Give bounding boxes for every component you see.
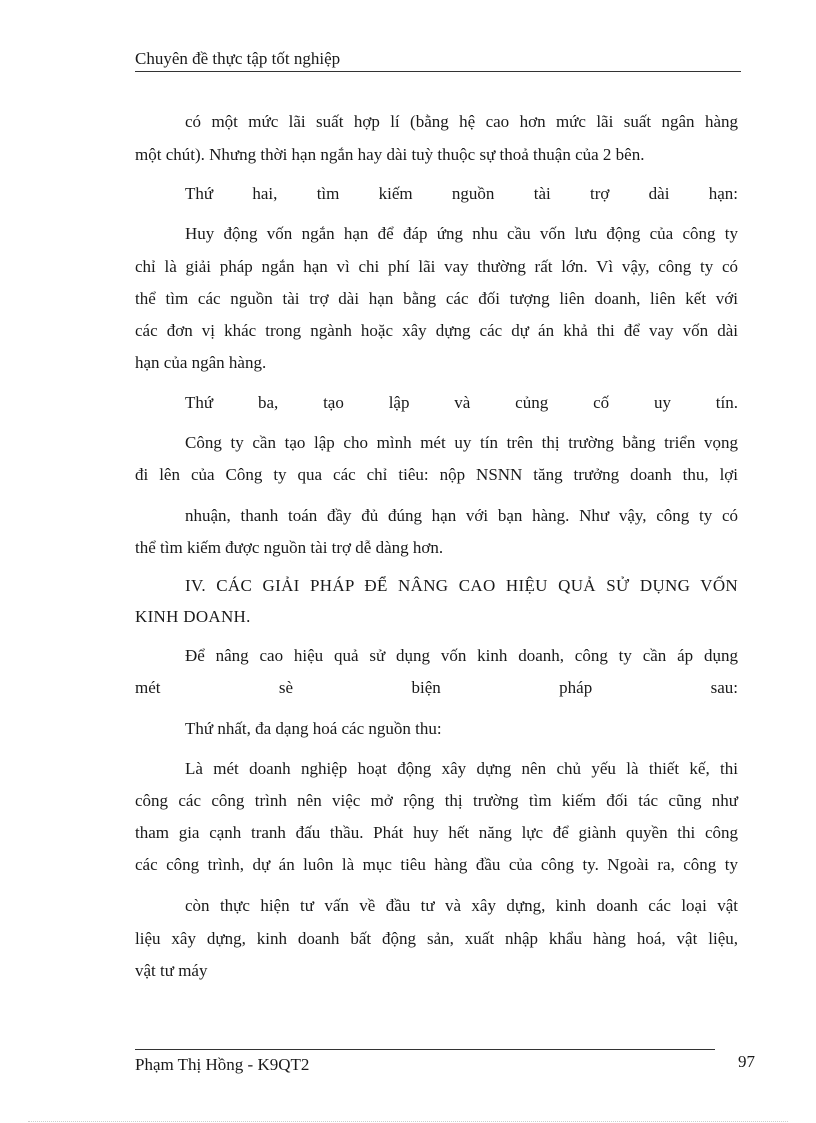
chapter-heading: IV. CÁC GIẢI PHÁP ĐỂ NÂNG CAO HIỆU QUẢ SỬ DỤNG VỐN [185, 576, 738, 595]
body-line: tham gia cạnh tranh đấu thầu. Phát huy hết năng lực để giành quyền thi công [135, 823, 738, 842]
body-line: nhuận, thanh toán đầy đủ đúng hạn với bạn hàng. Như vậy, công ty có [185, 506, 738, 525]
body-line: các công trình, dự án luôn là mục tiêu hàng đầu của công ty. Ngoài ra, công ty [135, 855, 738, 874]
running-header: Chuyên đề thực tập tốt nghiệp [135, 49, 341, 68]
body-line: vật tư máy [135, 961, 208, 980]
body-line: mét sè biện pháp sau: [135, 678, 738, 697]
body-line: Công ty cần tạo lập cho mình mét uy tín trên thị trường bằng triển vọng [185, 433, 738, 452]
body-line: chỉ là giải pháp ngắn hạn vì chi phí lãi vay thường rất lớn. Vì vậy, công ty có [135, 257, 738, 276]
body-line: còn thực hiện tư vấn về đầu tư và xây dựng, kinh doanh các loại vật [185, 896, 738, 915]
body-line: các đơn vị khác trong ngành hoặc xây dựng các dự án khả thi để vay vốn dài [135, 321, 738, 340]
page-edge-divider [28, 1121, 788, 1122]
body-line: một chút). Nhưng thời hạn ngắn hay dài tuỳ thuộc sự thoả thuận của 2 bên. [135, 145, 645, 164]
footer-author: Phạm Thị Hồng - K9QT2 [135, 1055, 310, 1074]
body-line: có một mức lãi suất hợp lí (bằng hệ cao hơn mức lãi suất ngân hàng [185, 112, 738, 131]
body-line: Để nâng cao hiệu quả sử dụng vốn kinh doanh, công ty cần áp dụng [185, 646, 738, 665]
body-line: liệu xây dựng, kinh doanh bất động sản, xuất nhập khẩu hàng hoá, vật liệu, [135, 929, 738, 948]
section-heading: Thứ nhất, đa dạng hoá các nguồn thu: [185, 719, 442, 738]
section-heading: Thứ hai, tìm kiếm nguồn tài trợ dài hạn: [185, 184, 738, 203]
body-line: công các công trình nên việc mở rộng thị trường tìm kiếm đối tác cũng như [135, 791, 738, 810]
section-heading: Thứ ba, tạo lập và củng cố uy tín. [185, 393, 738, 412]
body-line: Là mét doanh nghiệp hoạt động xây dựng nên chủ yếu là thiết kế, thi [185, 759, 738, 778]
page-number: 97 [738, 1052, 755, 1071]
body-line: thể tìm các nguồn tài trợ dài hạn bằng các đối tượng liên doanh, liên kết với [135, 289, 738, 308]
chapter-heading: KINH DOANH. [135, 607, 251, 626]
body-line: hạn của ngân hàng. [135, 353, 267, 372]
body-line: đi lên của Công ty qua các chỉ tiêu: nộp NSNN tăng trưởng doanh thu, lợi [135, 465, 738, 484]
body-line: Huy động vốn ngắn hạn để đáp ứng nhu cầu vốn lưu động của công ty [185, 224, 738, 243]
footer-divider [135, 1049, 715, 1050]
body-line: thể tìm kiếm được nguồn tài trợ dễ dàng hơn. [135, 538, 444, 557]
